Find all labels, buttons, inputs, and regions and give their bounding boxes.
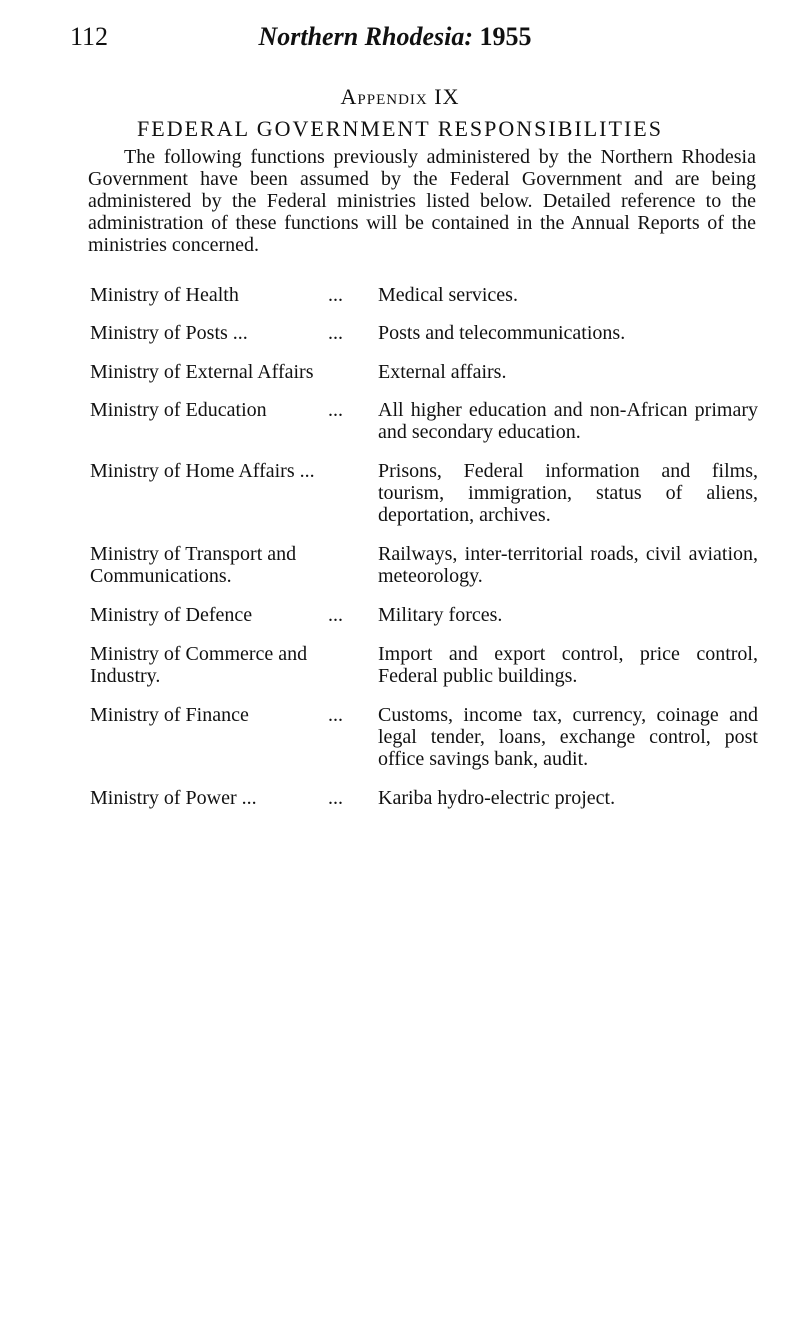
ministry-name: Ministry of Health ... — [90, 284, 343, 306]
ministry-function: Customs, income tax, currency, coinage and legal tender, loans, exchange control, post office savings bank, audit. — [378, 704, 758, 770]
ministry-function: Import and export control, price control, Federal public buildings. — [378, 643, 758, 687]
page-header — [70, 22, 720, 58]
ministry-name: Ministry of Defence ... — [90, 604, 343, 626]
leader-dots: ... — [328, 704, 343, 726]
ministry-name: Ministry of External Affairs — [90, 361, 314, 383]
leader-dots: ... — [328, 787, 343, 809]
ministry-function: Military forces. — [378, 604, 503, 626]
ministry-function: All higher education and non-African primary and secondary education. — [378, 399, 758, 443]
ministry-function: External affairs. — [378, 361, 507, 383]
ministry-name: Ministry of Transport and Communications. — [90, 543, 297, 587]
ministry-function: Posts and telecommunications. — [378, 322, 626, 344]
ministry-name: Ministry of Education ... — [90, 399, 343, 421]
leader-dots: ... — [328, 322, 343, 344]
ministry-name: Ministry of Commerce and Industry. — [90, 643, 308, 687]
intro-paragraph: The following functions previously administered by the Northern Rhodesia Government have been assumed by the Federal Government and are being administered by the Federal ministries listed below. Detailed reference to the administration of these functions will be contained in the Annual Reports of the ministries concerned. — [88, 146, 756, 256]
ministry-name: Ministry of Power ... ... — [90, 787, 343, 809]
ministry-name: Ministry of Finance ... — [90, 704, 343, 726]
ministry-function: Prisons, Federal information and films, tourism, immigration, status of aliens, deportation, archives. — [378, 460, 758, 526]
ministry-function: Kariba hydro-electric project. — [378, 787, 616, 809]
ministry-function: Railways, inter-territorial roads, civil aviation, meteorology. — [378, 543, 758, 587]
running-title — [70, 22, 720, 52]
leader-dots: ... — [328, 284, 343, 306]
running-title-text: Northern Rhodesia: — [258, 22, 474, 51]
appendix-label: Appendix IX — [340, 84, 460, 109]
ministry-name: Ministry of Posts ... ... — [90, 322, 343, 344]
leader-dots: ... — [328, 604, 343, 626]
page-title: FEDERAL GOVERNMENT RESPONSIBILITIES — [137, 116, 663, 141]
page-number: 112 — [70, 22, 109, 51]
leader-dots: ... — [328, 399, 343, 421]
ministry-name: Ministry of Home Affairs ... — [90, 460, 315, 482]
ministry-function: Medical services. — [378, 284, 518, 306]
running-title-year: 1955 — [479, 22, 532, 51]
